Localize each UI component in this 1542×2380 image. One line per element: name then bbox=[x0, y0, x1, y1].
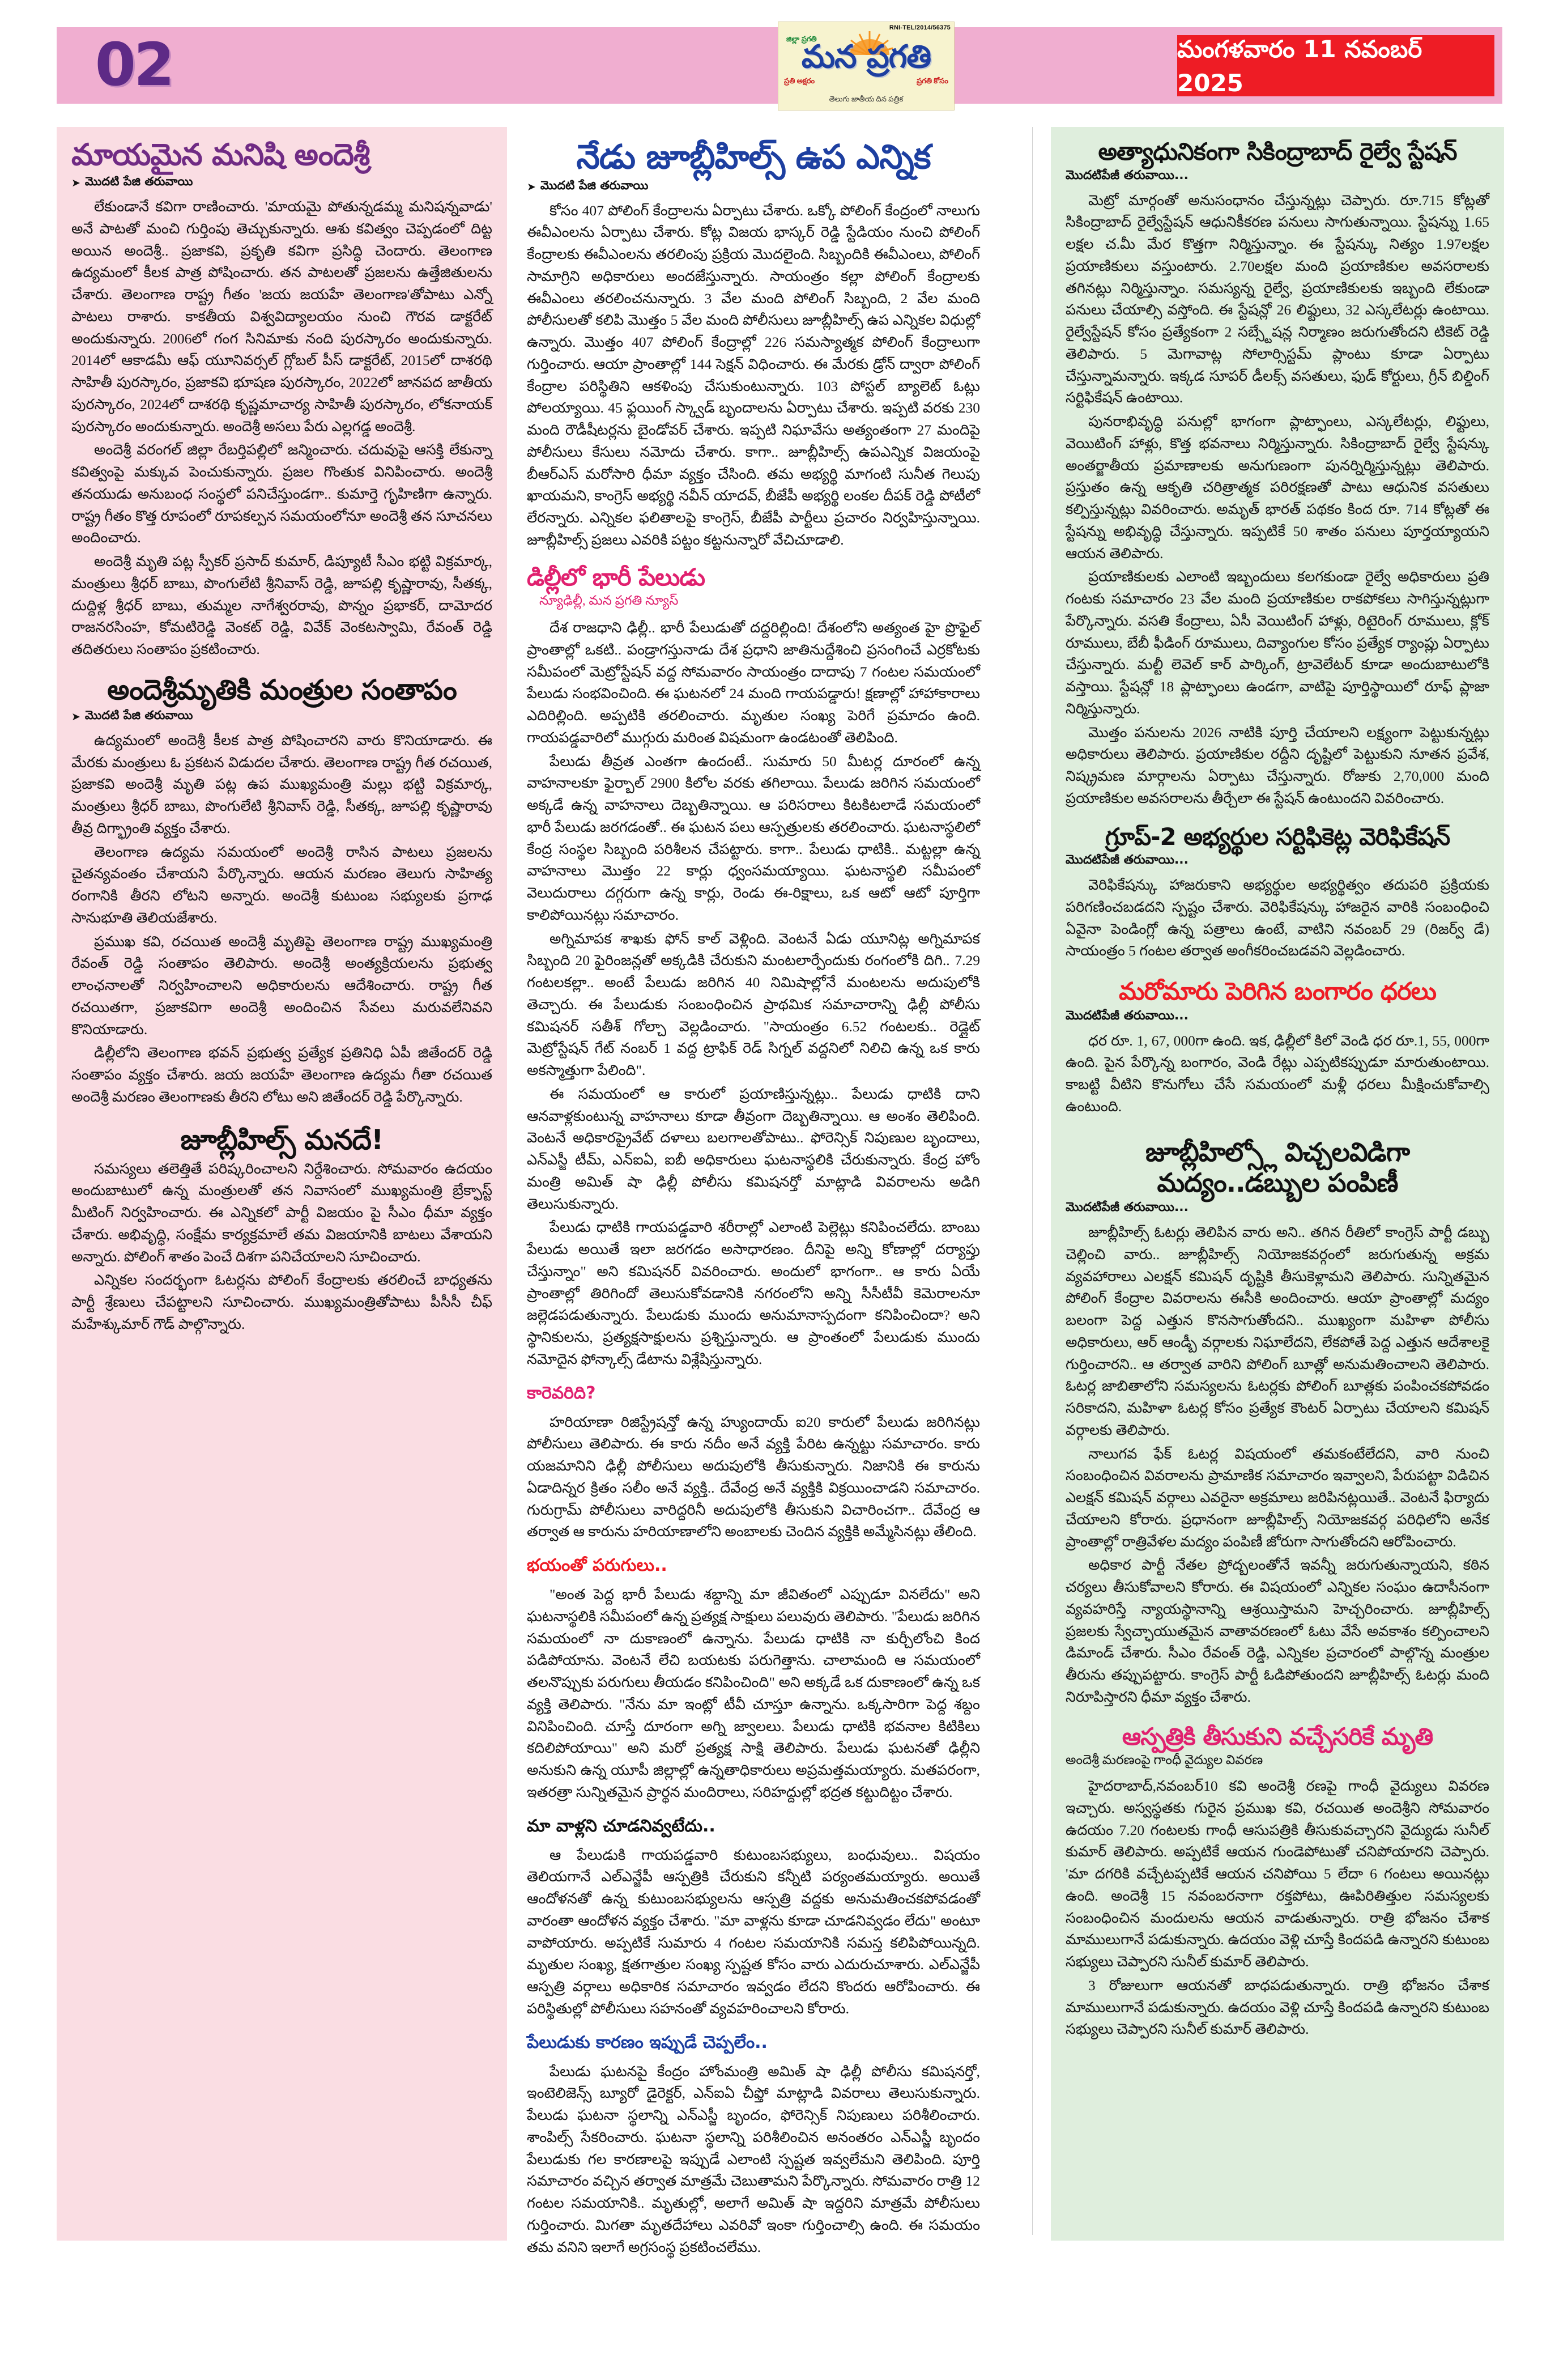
headline-jubileehills-manade: జూబ్లీహిల్స్ మనదే! bbox=[180, 1123, 384, 1156]
logo-title: మన ప్రగతి bbox=[801, 39, 931, 75]
subhead-panic-running: భయంతో పరుగులు.. bbox=[527, 1556, 667, 1576]
paragraph: ఉద్యమంలో అందెశ్రీ కీలక పాత్ర పోషించారని వారు కొనియాడారు. ఈ మేరకు మంత్రులు ఓ ప్రకటన విడుదల చేశారు. తెలంగాణ రాష్ట్ర గీత రచయిత, ప్రజాకవి అందెశ్రీ మృతి పట్ల ఉప ముఖ్యమంత్రి మల్లు భట్టి విక్రమార్క, మంత్రులు శ్రీధర్ బాబు, పొంగులేటి శ్రీనివాస్ రెడ్డి, సీతక్క, జూపల్లి కృష్ణారావు తీవ్ర దిగ్భ్రాంతి వ్యక్తం చేశారు. bbox=[71, 732, 492, 836]
paragraph: అగ్నిమాపక శాఖకు ఫోన్ కాల్ వెళ్లింది. వెంటనే ఏడు యూనిట్ల అగ్నిమాపక సిబ్బంది 20 ఫైరింజన్లతో అక్కడికి చేరుకుని మంటలార్పేందుకు రంగంలోకి దిగి.. 7.29 గంటలకల్లా.. అంటే పేలుడు జరిగిన 40 నిమిషాల్లోనే మంటలను అదుపులోకి తెచ్చారు. ఈ పేలుడుకు సంబంధించిన ప్రాథమిక సమాచారాన్ని ఢిల్లీ పోలీసు కమిషనర్ సతీశ్ గోల్చా వెల్లడించారు. "సాయంత్రం 6.52 గంటలకు.. రెడ్లైట్ మెట్రోస్టేషన్ గేట్ నంబర్ 1 వద్ద ట్రాఫిక్ రెడ్ సిగ్నల్ వద్దనిలో నిలిచి ఉన్న ఒక కారు అకస్మాత్తుగా పేలింది". bbox=[527, 930, 980, 1079]
headline-liquor-money-line1: జూబ్లీహిల్స్లో విచ్చలవిడిగా bbox=[1145, 1136, 1410, 1167]
paragraph: "అంత పెద్ద భారీ పేలుడు శబ్దాన్ని మా జీవితంలో ఎప్పుడూ వినలేదు" అని ఘటనాస్థలికి సమీపంలో ఉన్న ప్రత్యక్ష సాక్షులు పలువురు తెలిపారు. "పేలుడు జరిగిన సమయంలో నా దుకాణంలో ఉన్నాను. పేలుడు ధాటికి నా కుర్చీలోంచి కింద పడిపోయాను. వెంటనే లేచి బయటకు పరుగెత్తాను. చాలామంది ఆ సమయంలో తలనొప్పుకు పరుగులు తీయడం కనిపించింది" అని అక్కడే ఒక దుకాణంలో ఉన్న ఒక వ్యక్తి తెలిపారు. "నేను మా ఇంట్లో టీవీ చూస్తూ ఉన్నాను. ఒక్కసారిగా పెద్ద శబ్దం వినిపించింది. చూస్తే దూరంగా అగ్ని జ్వాలలు. పేలుడు ధాటికి భవనాల కిటికిలు కదిలిపోయాయి" అని మరో ప్రత్యక్ష సాక్షి తెలిపారు. పేలుడు ఘటనతో ఢిల్లీని అనుకుని ఉన్న యూపీ జిల్లాల్లో ఉన్నతాధికారులు అప్రమత్తమయ్యారు. మతపరంగా, ఇతరత్రా సున్నితమైన ప్రార్థన మందిరాలు, సరిహద్దుల్లో భద్రత కట్టుదిట్టం చేశారు. bbox=[527, 1586, 980, 1800]
arrow-icon: ➤ bbox=[527, 180, 536, 193]
masthead bbox=[57, 24, 1502, 104]
paragraph: మెట్రో మార్గంతో అనుసంధానం చేస్తున్నట్లు చెప్పారు. రూ.715 కోట్లతో సికింద్రాబాద్ రైల్వేస్టేషన్ ఆధునికీకరణ పనులు సాగుతున్నాయి. స్టేషన్ను 1.65 లక్షల చ.మీ మేర కొత్తగా నిర్మిస్తున్నాం. ఈ స్టేషన్కు నిత్యం 1.97లక్షల ప్రయాణికులు వస్తుంటారు. 2.70లక్షల మంది ప్రయాణికుల అవసరాలకు తగినట్లు నిర్మిస్తున్నాం. సమస్యన్న రైల్వే, ప్రయాణికులకు ఇబ్బంది లేకుండా పనులు చేయాల్సి వస్తోంది. ఈ స్టేషన్లో 26 లిఫ్టులు, 32 ఎస్కలేటర్లు ఉంటాయి. రైల్వేస్టేషన్ కోసం ప్రత్యేకంగా 2 సబ్స్టేషన్ల నిర్మాణం జరుగుతోందని టికెట్ రెడ్డి తెలిపారు. 5 మెగావాట్ల సోలార్సిస్టమ్ ప్లాంటు కూడా ఏర్పాటు చేస్తున్నామన్నారు. ఇక్కడ సూపర్ డీలక్స్ వసతులు, ఫుడ్ కోర్టులు, గ్రీన్ బిల్డింగ్ సర్టిఫికేషన్ ఉంటాయి. bbox=[1066, 192, 1489, 406]
column-1 bbox=[57, 127, 507, 2241]
paragraph: జూబ్లీహిల్స్ ఓటర్లు తెలిపిన వారు అని.. తగిన రీతిలో కాంగ్రెస్ పార్టీ డబ్బు చెల్లించి వారు.. జూబ్లీహిల్స్ నియోజకవర్గంలో జరుగుతున్న అక్రమ వ్యవహారాలు ఎలక్షన్ కమిషన్ దృష్టికి తీసుకెళ్లామని తెలిపారు. సున్నితమైన పోలింగ్ కేంద్రాల వివరాలను ఈసీకి అందించారు. ఆయా ప్రాంతాల్లో మద్యం బలంగా పెద్ద ఎత్తున కొనసాగుతోందని.. ముఖ్యంగా మహిళా పోలీసు అధికారులు, ఆర్ ఆండ్బీ వర్గాలకు నిఘాలేదని, లేకపోతే పెద్ద ఎత్తున ఆదేశాలకై గుర్తించారని.. ఆ తర్వాత వారిని పోలింగ్ బూత్లో అనుమతించాలని తెలిపారు. ఓటర్ల జాబితాలోని సమస్యలను ఓటర్లకు పోలింగ్ బూత్లకు పంపించకపోవడం సరికాదని, మహిళా ఓటర్ల కోసం ప్రత్యేక కౌంటర్ ఏర్పాటు చేయాలని కమిషన్ వర్గాలకు తెలిపారు. bbox=[1066, 1224, 1489, 1438]
paragraph: వెరిఫికేషన్కు హాజరుకాని అభ్యర్థుల అభ్యర్థిత్వం తదుపరి ప్రక్రియకు పరిగణించబడదని స్పష్టం చేశారు. వెరిఫికేషన్కు హాజరైన వారికి సంబంధించి ఏవైనా పెండింగ్లో ఉన్న పత్రాలు ఉంటే, వాటిని నవంబర్ 29 (రిజర్వ్ డే) సాయంత్రం 5 గంటల తర్వాత అంగీకరించబడవని వెల్లడించారు. bbox=[1066, 877, 1489, 959]
kicker-c3a3: మొదటిపేజీ తరువాయి... bbox=[1066, 1008, 1189, 1023]
byline-delhi: న్యూఢిల్లీ, మన ప్రగతి న్యూస్ bbox=[539, 593, 679, 608]
paragraph: మొత్తం పనులను 2026 నాటికి పూర్తి చేయాలని లక్ష్యంగా పెట్టుకున్నట్లు అధికారులు తెలిపారు. ప్రయాణికుల రద్దీని దృష్టిలో పెట్టుకుని నూతన ప్రవేశ, నిష్క్రమణ మార్గాలను ఏర్పాటు చేస్తున్నారు. రోజుకు 2,70,000 మంది ప్రయాణికుల అవసరాలను తీర్చేలా ఈ స్టేషన్ ఉంటుందని వివరించారు. bbox=[1066, 724, 1489, 806]
paragraph: అందెశ్రీ మృతి పట్ల స్పీకర్ ప్రసాద్ కుమార్, డిప్యూటీ సీఎం భట్టి విక్రమార్క, మంత్రులు శ్రీధర్ బాబు, పొంగులేటి శ్రీనివాస్ రెడ్డి, జూపల్లి కృష్ణారావు, సీతక్క, దుద్దిళ్ల శ్రీధర్ బాబు, తుమ్మల నాగేశ్వరరావు, పొన్నం ప్రభాకర్, దామోదర రాజనరసింహ, కోమటిరెడ్డి వెంకట్ రెడ్డి, వివేక్ వెంకటస్వామి, రేవంత్ రెడ్డి తదితరులు సంతాపం ప్రకటించారు. bbox=[71, 553, 492, 658]
paragraph: పేలుడు ఘటనపై కేంద్రం హోంమంత్రి అమిత్ షా ఢిల్లీ పోలీసు కమిషనర్తో, ఇంటెలిజెన్స్ బ్యూరో డైరెక్టర్, ఎన్ఐఏ చీఫ్తో మాట్లాడి వివరాలు తెలుసుకున్నారు. పేలుడు ఘటనా స్థలాన్ని ఎన్ఎస్జీ బృందం, ఫోరెన్సిక్ నిపుణులు పరిశీలించారు. శాంపిల్స్ సేకరించారు. ఘటనా స్థలాన్ని పరిశీలించిన అనంతరం ఎన్ఎస్జీ బృందం పేలుడుకు గల కారణాలపై ఇప్పుడే ఎలాంటి స్పష్టత ఇవ్వలేమని తెలిపింది. పూర్తి సమాచారం వచ్చిన తర్వాత మాత్రమే చెబుతామని పేర్కొన్నారు. సోమవారం రాత్రి 12 గంటల సమయానికి.. మృతుల్లో, అలాగే అమిత్ షా ఇద్దరిని మాత్రమే పోలీసులు గుర్తించారు. మిగతా మృతదేహాలు ఎవరివో ఇంకా గుర్తించాల్సి ఉంది. ఈ సమయం తమ వనిని ఇలాగే అగ్రసంస్థ ప్రకటించలేము. bbox=[527, 2063, 980, 2255]
paragraph: సమస్యలు తలెత్తితే పరిష్కరించాలని నిర్దేశించారు. సోమవారం ఉదయం అందుబాటులో ఉన్న మంత్రులతో తన నివాసంలో ముఖ్యమంత్రి బ్రేక్ఫాస్ట్ మీటింగ్ నిర్వహించారు. ఈ ఎన్నికలో పార్టీ విజయం పై సీఎం ధీమా వ్యక్తం చేశారు. అభివృద్ధి, సంక్షేమ కార్యక్రమాలే తమ విజయానికి బాటలు వేశాయని అన్నారు. పోలింగ్ శాతం పెంచే దిశగా పనిచేయాలని సూచించారు. bbox=[71, 1160, 492, 1265]
kicker-text: మొదటి పేజి తరువాయి bbox=[84, 708, 193, 722]
paragraph: డిల్లీలోని తెలంగాణ భవన్ ప్రభుత్వ ప్రత్యేక ప్రతినిధి ఏపీ జితేందర్ రెడ్డి సంతాపం వ్యక్తం చేశారు. జయ జయహే తెలంగాణ ఉద్యమ గీతా రచయిత అందెశ్రీ మరణం తెలంగాణకు తీరని లోటు అని జితేందర్ రెడ్డి పేర్కొన్నారు. bbox=[71, 1044, 492, 1105]
logo-small-top: జిల్లా ప్రగతి bbox=[786, 35, 817, 43]
subhead-whose-car: కారెవరిది? bbox=[527, 1383, 596, 1403]
paragraph: పునరాభివృద్ధి పనుల్లో భాగంగా ప్లాట్ఫాంలు, ఎస్కలేటర్లు, లిఫ్టులు, వెయిటింగ్ హాళ్లు, కొత్త భవనాలు నిర్మిస్తున్నారు. సికింద్రాబాద్ రైల్వే స్టేషన్కు అంతర్జాతీయ ప్రమాణాలకు అనుగుణంగా పునర్నిర్మిస్తున్నట్లు తెలిపారు. ప్రస్తుతం ఉన్న ఆకృతి చరిత్రాత్మక పరిరక్షణతో పాటు ఆధునిక వసతులు కల్పిస్తున్నట్లు వివరించారు. అమృత్ భారత్ పథకం కింద రూ. 714 కోట్లతో ఈ స్టేషన్ను అభివృద్ధి చేస్తున్నారు. ఇప్పటికే 50 శాతం పనులు పూర్తయ్యాయని ఆయన తెలిపారు. bbox=[1066, 413, 1489, 562]
paragraph: హరియాణా రిజిస్ట్రేషన్తో ఉన్న హ్యుందాయ్ ఐ20 కారులో పేలుడు జరిగినట్లు పోలీసులు తెలిపారు. ఈ కారు నదీం అనే వ్యక్తి పేరిట ఉన్నట్టు సమాచారం. కారు యజమానిని ఢిల్లీ పోలీసులు అదుపులోకి తీసుకున్నారు. నిజానికి ఈ కారును ఏడాదిన్నర క్రితం సలీం అనే వ్యక్తి.. దేవేంద్ర అనే వ్యక్తికి విక్రయించాడని సమాచారం. గురుగ్రామ్ పోలీసులు వారిద్దరినీ అదుపులోకి తీసుకుని విచారించగా.. దేవేంద్ర ఆ తర్వాత ఆ కారును హరియాణాలోని అంబాలకు చెందిన వ్యక్తికి అమ్మేసినట్లు తేలింది. bbox=[527, 1413, 980, 1540]
kicker-c2a1 bbox=[527, 178, 980, 196]
column-2 bbox=[521, 127, 986, 2255]
paragraph: దేశ రాజధాని ఢిల్లీ.. భారీ పేలుడుతో దద్దరిల్లింది! దేశంలోని అత్యంత హై ప్రొఫైల్ ప్రాంతాల్లో ఒకటి.. పండ్రాగస్తునాడు దేశ ప్రధాని జాతినుద్దేశించి ప్రసంగించే ఎర్రకోటకు సమీపంలో మెట్రోస్టేషన్ వద్ద సోమవారం సాయంత్రం దాదాపు 7 గంటల సమయంలో పేలుడు సంభవించింది. ఈ ఘటనలో 24 మంది గాయపడ్డారు! క్షణాల్లో హాహాకారాలు ఎదిరిల్లింది. అప్పటికి తరలించారు. మృతుల సంఖ్య పెరిగే ప్రమాదం ఉంది. గాయపడ్డవారిలో ముగ్గురు మరింత విషమంగా ఉండటంతో తెలిపింది. bbox=[527, 619, 980, 746]
headline-secunderabad-station: అత్యాధునికంగా సికింద్రాబాద్ రైల్వే స్టేషన్ bbox=[1098, 138, 1457, 165]
paragraph: 3 రోజులుగా ఆయనతో బాధపడుతున్నారు. రాత్రి భోజనం చేశాక మాములుగానే పడుకున్నారు. ఉదయం వెళ్లి చూస్తే కిందపడి ఉన్నారని కుటుంబ సభ్యులు చెప్పారని సునీల్ కుమార్ తెలిపారు. bbox=[1066, 1977, 1489, 2038]
paragraph: పేలుడు తీవ్రత ఎంతగా ఉందంటే.. సుమారు 50 మీటర్ల దూరంలో ఉన్న వాహనాలకూ ఫైర్బాల్ 2900 కిలోల వరకు తగిలాయి. పేలుడు జరిగిన సమయంలో అక్కడే ఉన్న వాహనాలు దెబ్బతిన్నాయి. ఆ పరిసరాలు కిటకిటలాడే సమయంలో భారీ పేలుడు జరగడంతో.. ఈ ఘటన పలు ఆస్పత్రులకు తరలించారు. ఘటనాస్థలిలో కేంద్ర సంస్థల సిబ్బంది పరిశీలన చేపట్టారు. కాగా.. పేలుడు ధాటికి.. మట్టల్లా ఉన్న వాహనాలు మొత్తం 22 కార్లు ధ్వంసమయ్యాయి. ఘటనాస్థలి సమీపంలో వెలుదురాలు దగ్గరుగా ఉన్న కార్లు, రెండు ఈ-రిక్షాలు, ఒక ఆటో ఆటో పూర్తిగా కాలిపోయినట్లు సమాచారం. bbox=[527, 753, 980, 923]
paragraph: ప్రయాణికులకు ఎలాంటి ఇబ్బందులు కలగకుండా రైల్వే అధికారులు ప్రతి గంటకు సమాచారం 23 వేల మంది ప్రయాణికుల రాకపోకలు సాగిస్తున్నట్లుగా పేర్కొన్నారు. వసతి కేంద్రాలు, ఏసీ వెయిటింగ్ హాళ్లు, రిటైరింగ్ రూములు, క్లోక్ రూములు, బేబీ ఫీడింగ్ రూములు, దివ్యాంగుల కోసం ప్రత్యేక ర్యాంప్లు ఏర్పాటు చేస్తున్నారు. మల్టీ లెవెల్ కార్ పార్కింగ్, ట్రావెలేటర్ కూడా అందుబాటులోకి వస్తాయి. స్టేషన్లో 18 ప్లాట్ఫాంలు ఉండగా, వాటిపై పూర్తిస్థాయిలో రూఫ్ ప్లాజా నిర్మిస్తున్నారు. bbox=[1066, 568, 1489, 717]
headline-mayamaina-manishi: మాయమైన మనిషి అందెశ్రీ bbox=[71, 138, 370, 172]
headline-jubileehills-byelection: నేడు జూబ్లీహిల్స్ ఉప ఎన్నిక bbox=[576, 137, 931, 176]
kicker-c1a2 bbox=[71, 708, 492, 725]
kicker-text: మొదటి పేజి తరువాయి bbox=[540, 178, 649, 192]
subhead-not-allowed-to-see: మా వాళ్లని చూడనివ్వటేదు.. bbox=[527, 1816, 715, 1836]
logo-footer-tagline: తెలుగు జాతీయ దిన పత్రిక bbox=[829, 95, 904, 103]
date-badge bbox=[1177, 35, 1494, 96]
kicker-c3a1: మొదటిపేజీ తరువాయి... bbox=[1066, 168, 1189, 182]
paragraph: అధికార పార్టీ నేతల ప్రోద్బలంతోనే ఇవన్నీ జరుగుతున్నాయని, కఠిన చర్యలు తీసుకోవాలని కోరారు. ఈ విషయంలో ఎన్నికల సంఘం ఉదాసీనంగా వ్యవహరిస్తే న్యాయస్థానాన్ని ఆశ్రయిస్తామని హెచ్చరించారు. జూబ్లీహిల్స్ ప్రజలకు స్వేచ్ఛాయుతమైన వాతావరణంలో ఓటు వేసే అవకాశం కల్పించాలని డిమాండ్ చేశారు. సీఎం రేవంత్ రెడ్డి, ఎన్నికల ప్రచారంలో పాల్గొన్న మంత్రుల తీరును తప్పుపట్టారు. కాంగ్రెస్ పార్టీ ఓడిపోతుందని జూబ్లీహిల్స్ ఓటర్లు మంది నిరూపిస్తారని ధీమా వ్యక్తం చేశారు. bbox=[1066, 1557, 1489, 1705]
kicker-c3a4: మొదటిపేజీ తరువాయి... bbox=[1066, 1200, 1189, 1215]
headline-ministers-condolence: అందెశ్రీమృతికి మంత్రుల సంతాపం bbox=[107, 673, 457, 706]
paragraph: ధర రూ. 1, 67, 000గా ఉంది. ఇక, ఢిల్లీలో కిలో వెండి ధర రూ.1, 55, 000గా ఉంది. పైన పేర్కొన్న బంగారం, వెండి రేట్లు ఎప్పటికప్పుడూ మారుతుంటాయి. కాబట్టి వీటిని కొనుగోలు చేసే సమయంలో మళ్లీ ధరలు మీక్షించుకోవాల్సి ఉంటుంది. bbox=[1066, 1032, 1489, 1115]
publication-date: మంగళవారం 11 నవంబర్ 2025 bbox=[1177, 35, 1422, 97]
column-divider-2 bbox=[1032, 127, 1033, 2235]
headline-liquor-money-line2: మద్యం..డబ్బుల పంపిణీ bbox=[1157, 1167, 1398, 1198]
paragraph: అందెశ్రీ వరంగల్ జిల్లా రేబర్తిపల్లిలో జన్మించారు. చదువుపై ఆసక్తి లేకున్నా కవిత్వంపై మక్కువ పెంచుకున్నారు. ప్రజల గొంతుక వినిపించారు. అందెశ్రీ తనయుడు అనుబంధ సంస్థలో పనిచేస్తుండగా.. కుమార్తె గృహిణిగా ఉన్నారు. రాష్ట్ర గీతం కొత్త రూపంలో రూపకల్పన సమయంలోనూ అందెశ్రీ తన సూచనలు అందించారు. bbox=[71, 441, 492, 546]
subtitle-gandhi-doctors: అందెశ్రీ మరణంపై గాంధీ వైద్యుల వివరణ bbox=[1066, 1753, 1263, 1767]
paragraph: హైదరాబాద్,నవంబర్10 కవి అందెశ్రీ రణపై గాంధీ వైద్యులు వివరణ ఇచ్చారు. అస్వస్థతకు గురైన ప్రముఖ కవి, రచయిత అందెశ్రీని సోమవారం ఉదయం 7.20 గంటలకు గాంధీ ఆసుపత్రికి తీసుకువచ్చారని వైద్యుడు సునీల్ కుమార్ తెలిపారు. అప్పటికే ఆయన గుండెపోటుతో చనిపోయారని చెప్పారు. 'మా దగరికి వచ్చేటప్పటికే ఆయన చనిపోయి 5 లేదా 6 గంటలు అయినట్లు ఉంది. అందెశ్రీ 15 నవంబరనాగా రక్తపోటు, ఊపిరితిత్తుల సమస్యలకు సంబంధించిన మందులను ఆయన వాడుతున్నారు. రాత్రి భోజనం చేశాక మాములుగానే పడుకున్నారు. ఉదయం వెళ్లి చూస్తే కిందపడి ఉన్నారని కుటుంబ సభ్యులు చెప్పారని సునీల్ కుమార్ తెలిపారు. bbox=[1066, 1778, 1489, 1970]
paragraph: ప్రముఖ కవి, రచయిత అందెశ్రీ మృతిపై తెలంగాణ రాష్ట్ర ముఖ్యమంత్రి రేవంత్ రెడ్డి సంతాపం తెలిపారు. అందెశ్రీ అంత్యక్రియలను ప్రభుత్వ లాంఛనాలతో నిర్వహించాలని అధికారులను ఆదేశించారు. రాష్ట్ర గీత రచయితగా, ప్రజాకవిగా అందెశ్రీ అందించిన సేవలు మరువలేనివని కొనియాడారు. bbox=[71, 933, 492, 1038]
paragraph: కోసం 407 పోలింగ్ కేంద్రాలను ఏర్పాటు చేశారు. ఒక్కో పోలింగ్ కేంద్రంలో నాలుగు ఈవీఎంలను ఏర్పాటు చేశారు. కోట్ల విజయ భాస్కర్ రెడ్డి స్టేడియం నుంచి పోలింగ్ కేంద్రాలకు ఈవీఎంలను తరలింపు ప్రక్రియ మొదలైంది. సిబ్బందికి ఈవీఎంలు, పోలింగ్ సామాగ్రిని అధికారులు అందజేస్తున్నారు. సాయంత్రం కల్లా పోలింగ్ కేంద్రాలకు ఈవీఎంలు తరలించనున్నారు. 3 వేల మంది పోలింగ్ సిబ్బంది, 2 వేల మంది పోలీసులతో కలిపి మొత్తం 5 వేల మంది పోలీసులు జూబ్లీహిల్స్ ఉప ఎన్నికల విధుల్లో ఉన్నారు. మొత్తం 407 పోలింగ్ కేంద్రాల్లో 226 సమస్యాత్మక పోలింగ్ కేంద్రాలుగా గుర్తించారు. ఆయా ప్రాంతాల్లో 144 సెక్షన్ విధించారు. ఈ మేరకు డ్రోన్ ద్వారా పోలింగ్ కేంద్రాల పరిస్థితిని ఆకళింపు చేసుకుంటున్నారు. 103 పోస్టల్ బ్యాలెట్ ఓట్లు పోలయ్యాయి. 45 ఫ్లయింగ్ స్క్వాడ్ బృందాలను ఏర్పాటు చేశారు. ఇప్పటి వరకు 230 మంది రౌడీషీటర్లను బైండోవర్ చేశారు. ఇప్పటి నిఘావేసు అత్యంతంగా 27 మందిపై పోలీసులు కేసులు నమోదు చేశారు. కాగా.. జూబ్లీహిల్స్ ఉపఎన్నిక విజయంపై బీఆర్ఎస్ మరోసారి ధీమా వ్యక్తం చేసింది. తమ అభ్యర్థి మాగంటి సునీత గెలుపు ఖాయమని, కాంగ్రెస్ అభ్యర్థి నవీన్ యాదవ్, బీజేపీ అభ్యర్థి లంకల దీపక్ రెడ్డి పోటీలో లేరన్నారు. ఎన్నికల ఫలితాలపై కాంగ్రెస్, బీజేపీ పార్టీలు ప్రచారం నిర్వహిస్తున్నాయి. జూబ్లీహిల్స్ ప్రజలు ఎవరికి పట్టం కట్టనున్నారో వేచిచూడాలి. bbox=[527, 202, 980, 548]
subhead-cause-unknown: పేలుడుకు కారణం ఇప్పుడే చెప్పలేం.. bbox=[527, 2032, 768, 2052]
kicker-c3a2: మొదటిపేజీ తరువాయి... bbox=[1066, 853, 1189, 868]
paragraph: ఈ సమయంలో ఆ కారులో ప్రయాణిస్తున్నట్లు.. పేలుడు ధాటికి దాని ఆనవాళ్లకుంటున్న వాహనాలు కూడా తీవ్రంగా దెబ్బతిన్నాయి. ఆ అంశం తెలిపింది. వెంటనే అధికారప్రైవేట్ దళాలు బలగాలతోపాటు.. ఫోరెన్సిక్ నిపుణుల బృందాలు, ఎన్ఎస్జీ టీమ్, ఎన్ఐఏ, ఐబీ అధికారులు ఘటనాస్థలికి చేరుకున్నారు. కేంద్ర హోం మంత్రి అమిత్ షా ఢిల్లీ పోలీసు కమిషనర్తో మాట్లాడి వివరాలను అడిగి తెలుసుకున్నారు. bbox=[527, 1085, 980, 1212]
paragraph: తెలంగాణ ఉద్యమ సమయంలో అందెశ్రీ రాసిన పాటలు ప్రజలను చైతన్యవంతం చేశాయని పేర్కొన్నారు. ఆయన మరణం తెలుగు సాహిత్య రంగానికి తీరని లోటని అన్నారు. అందెశ్రీ కుటుంబ సభ్యులకు ప్రగాఢ సానుభూతి తెలియజేశారు. bbox=[71, 843, 492, 926]
arrow-icon: ➤ bbox=[71, 710, 80, 723]
paragraph: నాలుగవ ఫేక్ ఓటర్ల విషయంలో తమకంటేలేదని, వారి నుంచి సంబంధించిన వివరాలను ప్రామాణిక సమాచారం ఇవ్వాలని, పేరుపట్టా విడిచిన ఎలక్షన్ కమిషన్ వర్గాలు ఎవరైనా అక్రమాలు జరిపినట్లయితే.. వెంటనే ఫిర్యాదు చేయాలని కోరారు. ప్రధానంగా జూబ్లీహిల్స్ నియోజకవర్గ పరిధిలోని అనేక ప్రాంతాల్లో రాత్రివేళల మద్యం పంపిణీ జోరుగా సాగుతోందని ఆరోపించారు. bbox=[1066, 1445, 1489, 1550]
kicker-text: మొదటి పేజి తరువాయి bbox=[84, 175, 193, 189]
headline-group2-verification: గ్రూప్-2 అభ్యర్థుల సర్టిఫికెట్ల వెరిఫికేషన్ bbox=[1105, 822, 1450, 851]
headline-dead-on-arrival: ఆస్పత్రికి తీసుకుని వచ్చేసరికే మృతి bbox=[1122, 1722, 1433, 1750]
column-3 bbox=[1051, 127, 1504, 2241]
headline-delhi-blast: డిల్లీలో భారీ పేలుడు bbox=[527, 563, 705, 591]
logo-tagline-left: ప్రతి అక్షరం bbox=[784, 76, 815, 85]
kicker-c1a1 bbox=[71, 175, 492, 192]
logo-tagline-right: ప్రగతి కోసం bbox=[917, 76, 948, 85]
newspaper-logo bbox=[778, 22, 955, 110]
rni-number: RNI-TEL/2014/56375 bbox=[889, 24, 951, 31]
paragraph: లేకుండానే కవిగా రాణించారు. 'మాయమై పోతున్నడమ్మ మనిషన్నవాడు' అనే పాటతో మంచి గుర్తింపు తెచ్చుకున్నారు. ఆశు కవిత్వం చెప్పడంలో దిట్ట అయిన అందెశ్రీ.. ప్రజాకవి, ప్రకృతి కవిగా ప్రసిద్ధి చెందారు. తెలంగాణ ఉద్యమంలో కీలక పాత్ర పోషించారు. తన పాటలతో ప్రజలను ఉత్తేజితులను చేశారు. తెలంగాణ రాష్ట్ర గీతం 'జయ జయహే తెలంగాణ'తోపాటు ఎన్నో పాటలు రాశారు. కాకతీయ విశ్వవిద్యాలయం నుంచి గౌరవ డాక్టరేట్ అందుకున్నారు. 2006లో గంగ సినిమాకు నంది పురస్కారం అందుకున్నారు. 2014లో ఆకాడమీ ఆఫ్ యూనివర్సల్ గ్లోబల్ పీస్ డాక్టరేట్, 2015లో దాశరథి సాహితీ పురస్కారం, ప్రజాకవి భూషణ పురస్కారం, 2022లో జానపద జాతీయ పురస్కారం, 2024లో దాశరథి కృష్ణమాచార్య సాహితీ పురస్కారం, లోకనాయక్ పురస్కారం అందుకున్నారు. అందెశ్రీ అసలు పేరు ఎల్లగడ్డ అందెశ్రీ. bbox=[71, 198, 492, 435]
arrow-icon: ➤ bbox=[71, 177, 80, 190]
paragraph: పేలుడు ధాటికి గాయపడ్డవారి శరీరాల్లో ఎలాంటి పెల్లెట్లు కనిపించలేదు. బాంబు పేలుడు అయితే ఇలా జరగడం అసాధారణం. దీనిపై అన్ని కోణాల్లో దర్యాప్తు చేస్తున్నాం" అని కమిషనర్ వివరించారు. అందులో భాగంగా.. ఆ కారు ఏయే ప్రాంతాల్లో తిరిగిందో తెలుసుకోవడానికి నగరంలోని అన్ని సీసీటీవీ కెమెరాలనూ జల్లెడపడుతున్నారు. పేలుడుకు ముందు అనుమానాస్పదంగా కనిపించిందా? అని స్థానికులను, ప్రత్యక్షసాక్షులను ప్రశ్నిస్తున్నారు. ఆ ప్రాంతంలో పేలుడుకు ముందు నమోదైన ఫోన్కాల్స్ డేటాను విశ్లేషిస్తున్నారు. bbox=[527, 1219, 980, 1367]
paragraph: ఆ పేలుడుకి గాయపడ్డవారి కుటుంబసభ్యులు, బంధువులు.. విషయం తెలియగానే ఎల్ఎన్జేపీ ఆస్పత్రికి చేరుకుని కన్నీటి పర్యంతమయ్యారు. అయితే ఆందోళనతో ఉన్న కుటుంబసభ్యులను ఆస్పత్రి వద్దకు అనుమతించకపోవడంతో వారంతా ఆందోళన వ్యక్తం చేశారు. "మా వాళ్లను కూడా చూడనివ్వడం లేదు" అంటూ వాపోయారు. అప్పటికే సుమారు 4 గంటల సమయానికి సమస్త కలిపిపోయిన్నది. మృతుల సంఖ్య, క్షతగాత్రుల సంఖ్య స్పష్టత కోసం వారు ఎదురుచూశారు. ఎల్ఎన్జేపీ ఆస్పత్రి వర్గాలు అధికారిక సమాచారం ఇవ్వడం లేదని కొందరు ఆరోపించారు. ఈ పరిస్థితుల్లో పోలీసులు సహనంతో వ్యవహరించాలని కోరారు. bbox=[527, 1846, 980, 2017]
headline-gold-prices: మరోమారు పెరిగిన బంగారం ధరలు bbox=[1118, 978, 1437, 1006]
paragraph: ఎన్నికల సందర్భంగా ఓటర్లను పోలింగ్ కేంద్రాలకు తరలించే బాధ్యతను పార్టీ శ్రేణులు చేపట్టాలని సూచించారు. ముఖ్యమంత్రితోపాటు పీసీసీ చీఫ్ మహేశ్కుమార్ గౌడ్ పాల్గొన్నారు. bbox=[71, 1272, 492, 1332]
page-number: 02 bbox=[95, 30, 173, 99]
